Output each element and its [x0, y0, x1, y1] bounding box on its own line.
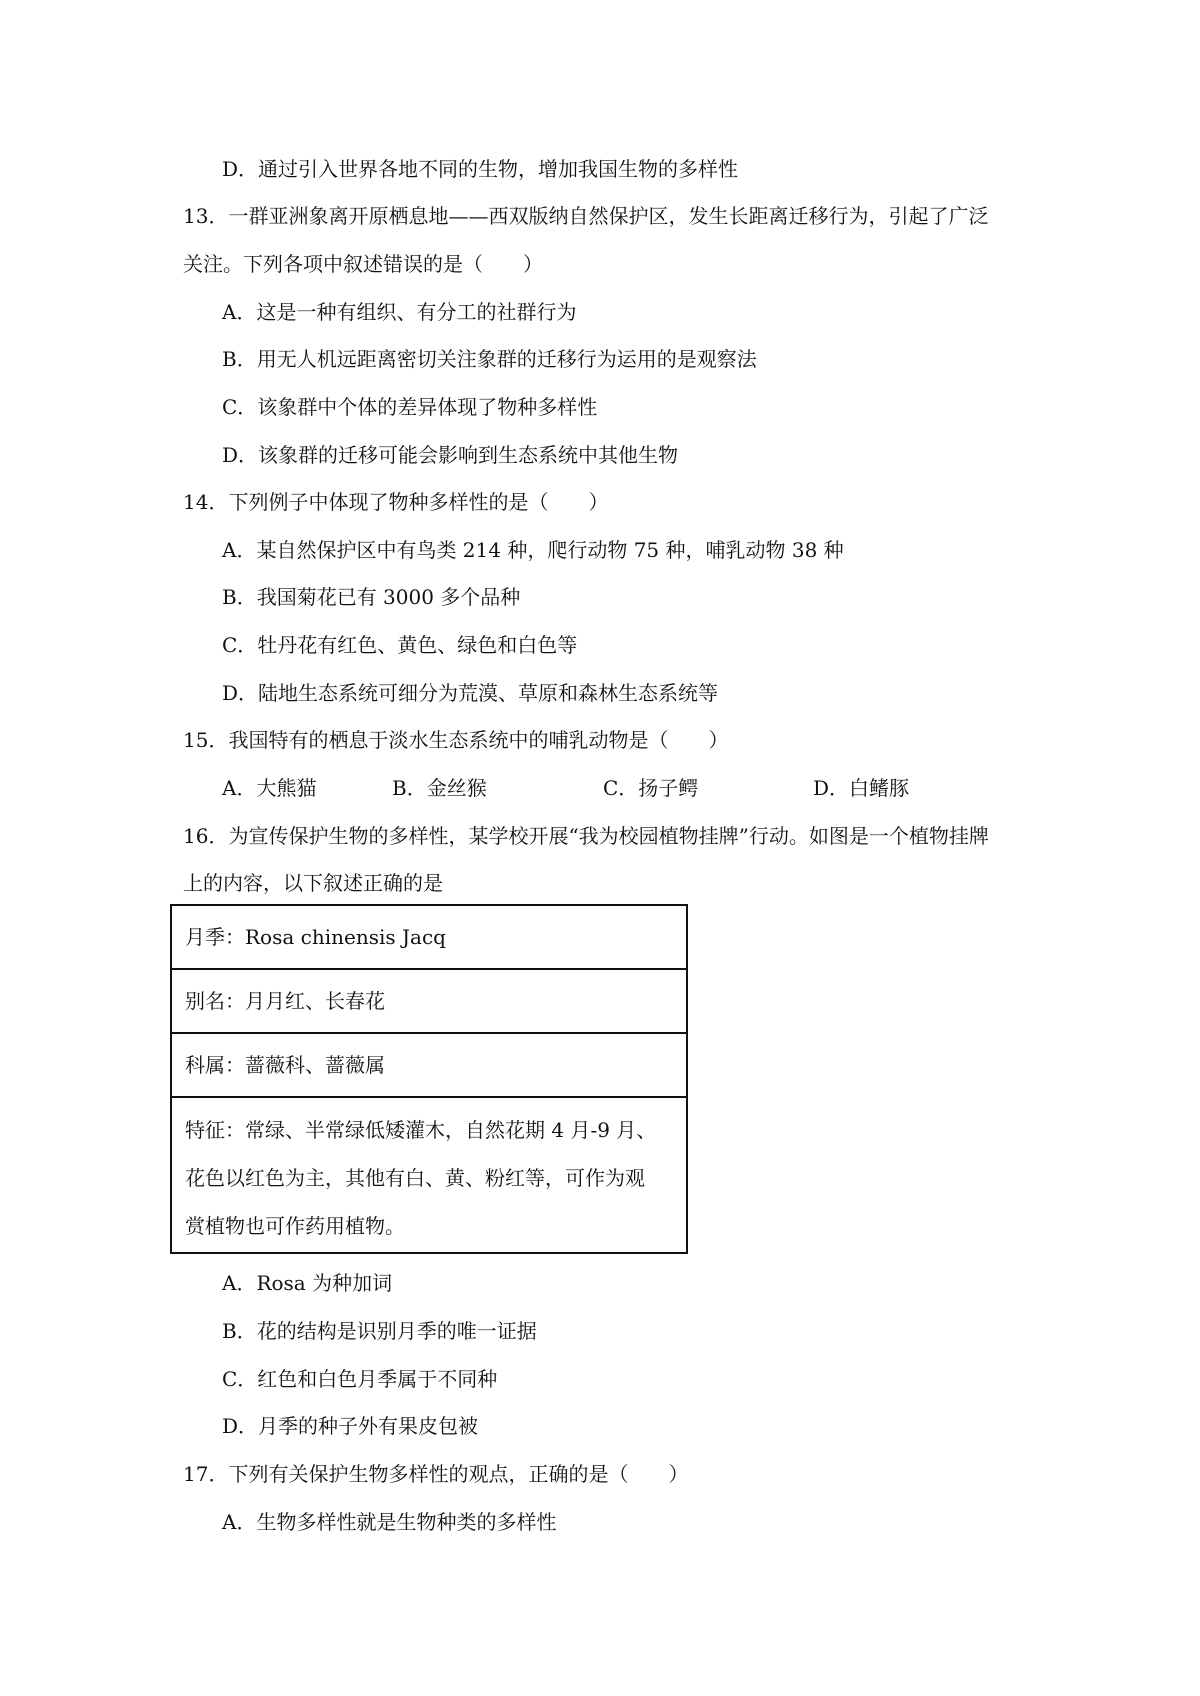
q15-option-c: C．扬子鳄 — [603, 776, 699, 800]
q16-stem-line-2: 上的内容，以下叙述正确的是 — [183, 871, 443, 895]
plate-row-features — [172, 1098, 686, 1252]
plate-row-name — [172, 906, 686, 970]
q13-stem-line-2: 关注。下列各项中叙述错误的是（ ） — [183, 252, 543, 276]
q13-stem-line-1: 13．一群亚洲象离开原栖息地——西双版纳自然保护区，发生长距离迁移行为，引起了广泛 — [183, 204, 989, 228]
plate-row-features-line-3: 赏植物也可作药用植物。 — [185, 1214, 405, 1238]
q15-option-d: D．白鳍豚 — [813, 776, 910, 800]
plant-label-plate — [170, 904, 688, 1254]
q14-option-a: A．某自然保护区中有鸟类 214 种，爬行动物 75 种，哺乳动物 38 种 — [222, 538, 844, 562]
q14-option-c: C．牡丹花有红色、黄色、绿色和白色等 — [222, 633, 578, 657]
q15-stem: 15．我国特有的栖息于淡水生态系统中的哺乳动物是（ ） — [183, 728, 729, 752]
q13-option-b: B．用无人机远距离密切关注象群的迁移行为运用的是观察法 — [222, 347, 757, 371]
plate-row-features-line-1: 特征：常绿、半常绿低矮灌木，自然花期 4 月-9 月、 — [185, 1118, 657, 1142]
plate-row-alias — [172, 970, 686, 1034]
plate-row-features-line-2: 花色以红色为主，其他有白、黄、粉红等，可作为观 — [185, 1166, 645, 1190]
plate-row-family-text: 科属：蔷薇科、蔷薇属 — [185, 1053, 385, 1077]
q13-option-d: D．该象群的迁移可能会影响到生态系统中其他生物 — [222, 443, 679, 467]
q16-option-c: C．红色和白色月季属于不同种 — [222, 1367, 498, 1391]
q16-stem-line-1: 16．为宣传保护生物的多样性，某学校开展“我为校园植物挂牌”行动。如图是一个植物挂牌 — [183, 824, 989, 848]
q15-option-a: A．大熊猫 — [222, 776, 317, 800]
plate-row-family — [172, 1034, 686, 1098]
plate-row-alias-text: 别名：月月红、长春花 — [185, 989, 385, 1013]
q16-option-b: B．花的结构是识别月季的唯一证据 — [222, 1319, 537, 1343]
q17-stem: 17．下列有关保护生物多样性的观点，正确的是（ ） — [183, 1462, 689, 1486]
q17-option-a: A．生物多样性就是生物种类的多样性 — [222, 1510, 557, 1534]
q13-option-c: C．该象群中个体的差异体现了物种多样性 — [222, 395, 598, 419]
q14-stem: 14．下列例子中体现了物种多样性的是（ ） — [183, 490, 609, 514]
q16-option-d: D．月季的种子外有果皮包被 — [222, 1414, 479, 1438]
q16-option-a: A．Rosa 为种加词 — [222, 1271, 393, 1295]
q15-option-b: B．金丝猴 — [392, 776, 487, 800]
q14-option-b: B．我国菊花已有 3000 多个品种 — [222, 585, 521, 609]
q14-option-d: D．陆地生态系统可细分为荒漠、草原和森林生态系统等 — [222, 681, 719, 705]
plate-row-name-text: 月季：Rosa chinensis Jacq — [185, 925, 446, 949]
q13-option-a: A．这是一种有组织、有分工的社群行为 — [222, 300, 577, 324]
q12-option-d: D．通过引入世界各地不同的生物，增加我国生物的多样性 — [222, 157, 739, 181]
